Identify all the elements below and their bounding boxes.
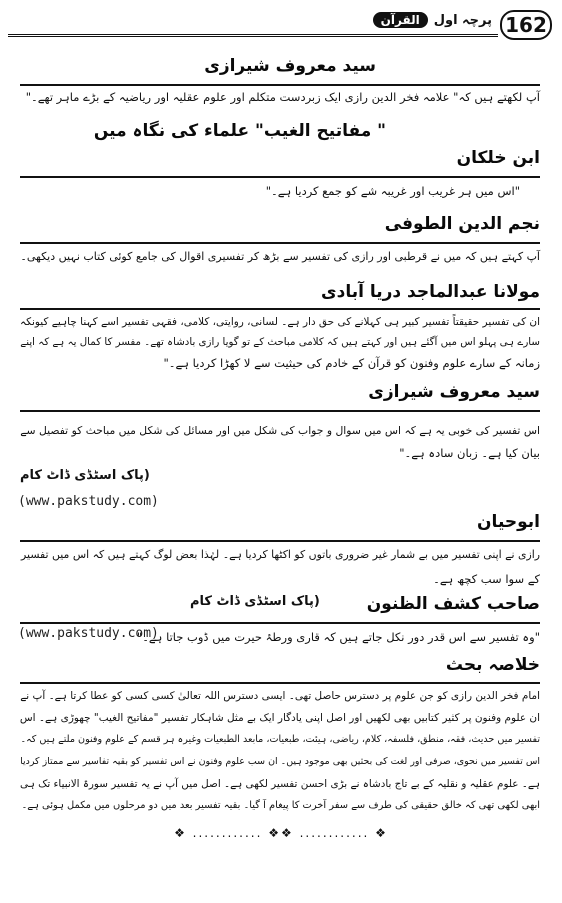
page-number: 162 <box>500 10 552 40</box>
paragraph-line: امام فخر الدین رازی کو جن علوم پر دسترس حاصل تھی۔ ایسی دسترس اللہ تعالیٰ کسی کسی کو عطا کرتا ہے۔ آپ نے <box>20 690 540 702</box>
heading-underline <box>20 540 540 542</box>
section-heading: ابن خلکان <box>456 148 540 168</box>
paragraph-line: زمانہ کے سارے علوم وفنون کو قرآن کے خادم کی حیثیت سے لا کھڑا کردیا ہے۔" <box>163 356 540 370</box>
heading-underline <box>20 242 540 244</box>
paragraph-line: بیان کیا ہے۔ زبان سادہ ہے۔" <box>399 446 540 460</box>
paragraph-line: اس تفسیر کی خوبی یہ ہے کہ اس میں سوال و جواب کی شکل میں اور مسائل کی شکل میں مباحث کو تفصیل سے <box>20 424 540 437</box>
heading-underline <box>20 308 540 310</box>
watermark-urdu: (پاک اسٹڈی ڈاٹ کام <box>190 594 320 609</box>
paragraph-line: "وہ تفسیر سے اس قدر دور نکل جاتے ہیں کہ قاری ورطۂ حیرت میں ڈوب جاتا ہے۔" <box>136 630 540 644</box>
paragraph-line: آپ لکھتے ہیں کہ" علامہ فخر الدین رازی ایک زبردست متکلم اور علوم عقلیہ اور ریاضیہ کے بڑے ماہر تھے۔" <box>25 90 540 104</box>
section-heading: نجم الدین الطوفی <box>384 214 540 234</box>
header-badge: القرآن <box>373 12 428 28</box>
heading-underline <box>20 84 540 86</box>
section-heading: خلاصہ بحث <box>445 655 540 675</box>
paragraph-line: ہے۔ علوم عقلیہ و نقلیہ کے بے تاج بادشاہ نے بڑی احسن تفسیر لکھی ہے۔ اصل میں آپ نے یہ تفسیر سورۃ الانبیاء تک ہی <box>20 778 540 790</box>
paragraph-line: رازی نے اپنی تفسیر میں بے شمار غیر ضروری باتوں کو اکٹھا کردیا ہے۔ لہٰذا بعض لوگ کہتے ہیں کہ اس میں تفسیر <box>21 548 540 561</box>
paragraph-line: سارے ہی پہلو اس میں آگئے ہیں اور کہتے ہیں کہ کلامی مباحث کے تو گویا رازی بادشاہ تھے۔ مفسر کا کمال یہ ہے کہ اپنے <box>20 336 540 348</box>
paragraph-line: ابھی لکھی تھی کہ خالق حقیقی کی طرف سے سفر آخرت کا پیغام آ گیا۔ بقیہ تفسیر بعد میں دو مرحلوں میں مکمل ہوئی ہے۔ <box>21 800 540 811</box>
paragraph-line: ان علوم وفنون پر کثیر کتابیں بھی لکھیں اور اصل اپنی یادگار ایک بے مثل شاہکار تفسیر "مفاتیح الغیب" چھوڑی ہے۔ اس <box>19 712 540 724</box>
section-heading: سید معروف شیرازی <box>204 56 376 76</box>
heading-underline <box>20 622 540 624</box>
paragraph-line: آپ کہتے ہیں کہ میں نے قرطبی اور رازی کی تفسیر سے بڑھ کر تفسیری اقوال کی جامع کوئی کتاب نہیں دیکھی۔ <box>20 250 540 263</box>
header-rule <box>8 34 498 37</box>
section-heading: صاحب کشف الظنون <box>366 594 540 614</box>
watermark-urdu: (پاک اسٹڈی ڈاٹ کام <box>20 468 150 483</box>
heading-underline <box>20 410 540 412</box>
section-heading: مولانا عبدالماجد دریا آبادی <box>321 282 540 302</box>
paragraph-line: ان کی تفسیر حقیقتاً تفسیر کبیر ہی کہلانے کی حق دار ہے۔ لسانی، روایتی، کلامی، فقہی تفسیر اسے کہنا چاہیے کیونکہ <box>20 316 540 328</box>
paragraph-line: کے سوا سب کچھ ہے۔ <box>433 572 540 586</box>
section-heading: سید معروف شیرازی <box>368 382 540 402</box>
header-title <box>373 12 492 28</box>
watermark-url: (www.pakstudy.com) <box>18 494 159 509</box>
header-part-label: پرچہ اول <box>433 12 492 28</box>
page-header <box>8 8 554 42</box>
paragraph-line: "اس میں ہر غریب اور غریبہ شے کو جمع کردیا ہے۔" <box>265 184 520 198</box>
heading-underline <box>20 682 540 684</box>
section-heading: " مفاتیح الغیب" علماء کی نگاہ میں <box>93 121 386 141</box>
heading-underline <box>20 176 540 178</box>
ornament-divider: ❖ ............ ❖❖ ............ ❖ <box>174 826 388 840</box>
paragraph-line: اس تفسیر میں نحوی، صرفی اور لغت کی بحثیں بھی موجود ہیں۔ ان سب علوم وفنون نے اس تفسیر کو بقیہ تفاسیر سے ممتاز کردیا <box>20 756 540 767</box>
watermark-url: (www.pakstudy.com) <box>18 626 159 641</box>
section-heading: ابوحیان <box>477 512 540 532</box>
paragraph-line: تفسیر میں حدیث، فقہ، منطق، فلسفہ، کلام، ریاضی، ہیئت، طبعیات، مابعد الطبعیات وغیرہ ہر قسم کے علوم وفنون ملتے ہیں کہ۔ <box>20 734 540 745</box>
